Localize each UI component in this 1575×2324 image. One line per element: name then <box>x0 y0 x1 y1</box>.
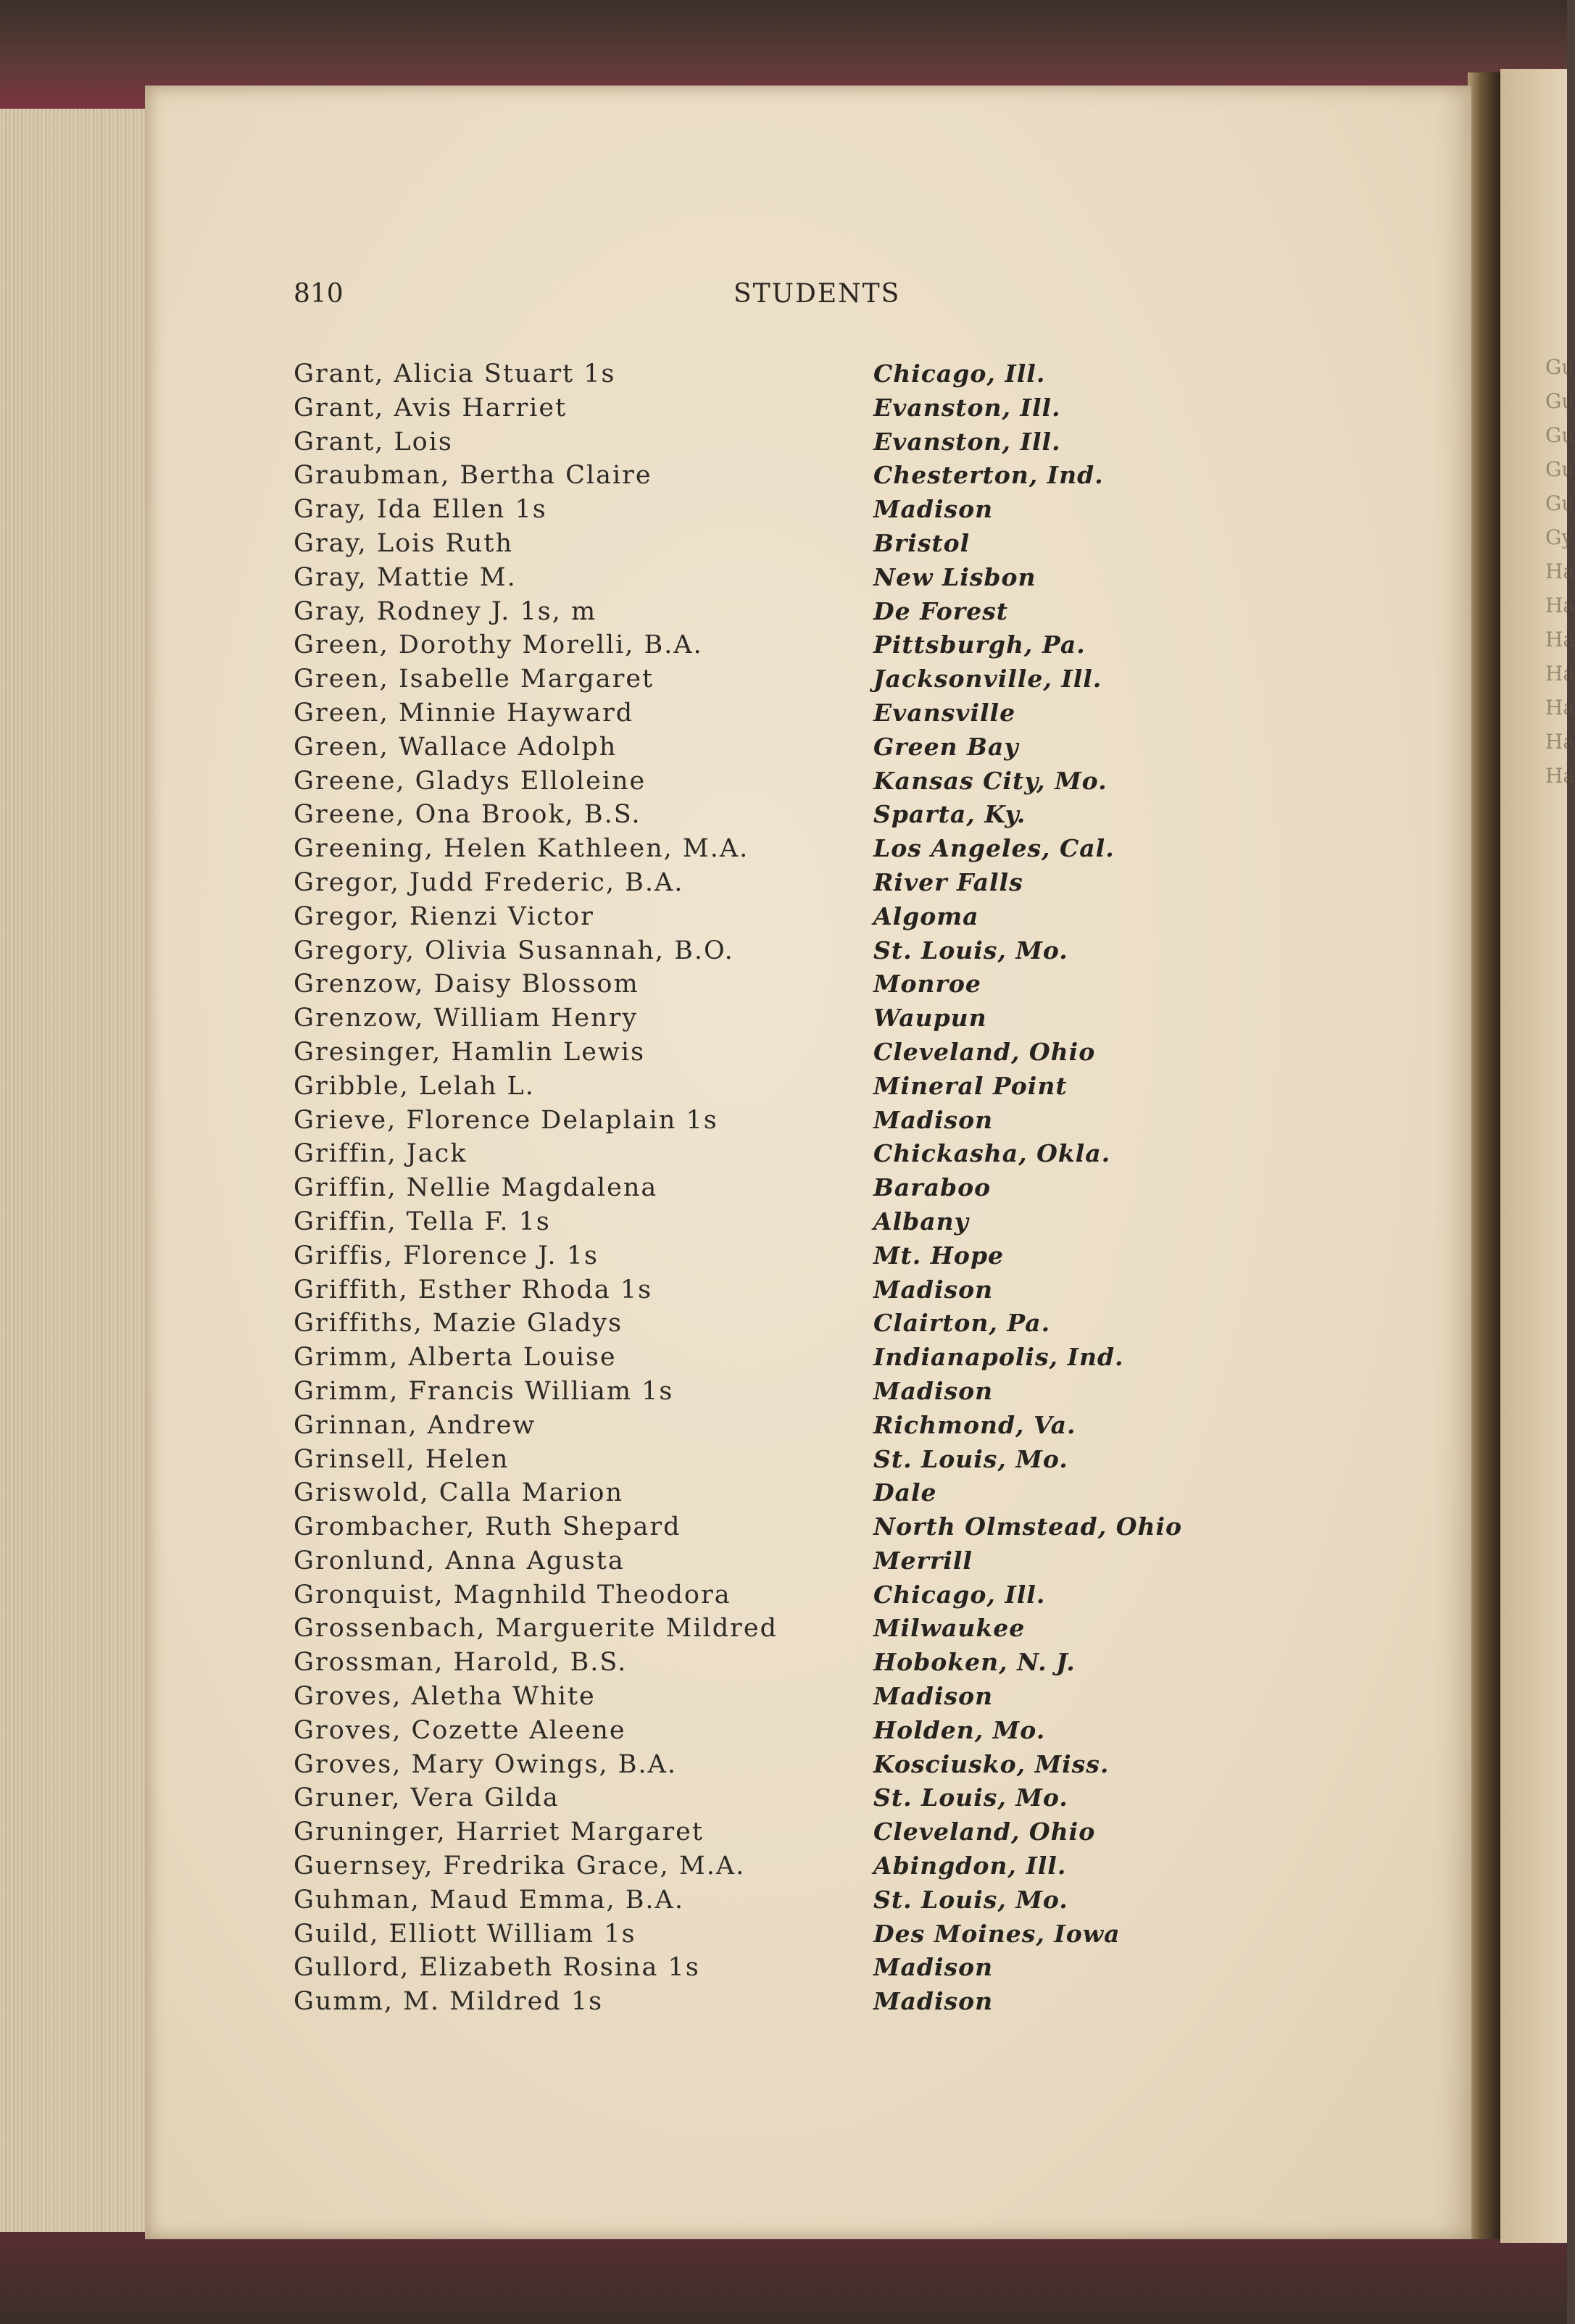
student-hometown: Merrill <box>873 1546 973 1575</box>
list-item <box>294 1104 1308 1138</box>
student-hometown: Monroe <box>873 970 981 999</box>
facing-page-stub: Gu <box>1545 389 1575 413</box>
student-name: Gresinger, Hamlin Lewis <box>294 1037 646 1067</box>
student-name: Groves, Mary Owings, B.A. <box>294 1749 678 1779</box>
student-name: Gregor, Rienzi Victor <box>294 901 594 931</box>
student-hometown: Waupun <box>873 1004 987 1033</box>
list-item <box>294 1273 1308 1307</box>
list-item <box>294 425 1308 459</box>
facing-page-stub: Ha <box>1545 662 1575 686</box>
facing-page-stub: Ha <box>1545 730 1575 754</box>
student-hometown: River Falls <box>873 867 1023 896</box>
student-hometown: Madison <box>873 495 994 524</box>
student-name: Grossenbach, Marguerite Mildred <box>294 1614 778 1644</box>
student-name: Gregory, Olivia Susannah, B.O. <box>294 936 734 965</box>
student-hometown: Los Angeles, Cal. <box>873 834 1115 863</box>
list-item <box>294 1815 1308 1849</box>
book-gutter <box>1468 72 1500 2239</box>
student-hometown: Hoboken, N. J. <box>873 1648 1076 1677</box>
list-item <box>294 900 1308 934</box>
student-hometown: Mt. Hope <box>873 1241 1005 1270</box>
facing-page-stub: Gy <box>1545 525 1574 549</box>
student-hometown: Bristol <box>873 528 971 557</box>
student-hometown: Baraboo <box>873 1173 992 1202</box>
student-hometown: Madison <box>873 1275 994 1304</box>
student-hometown: Cleveland, Ohio <box>873 1037 1096 1066</box>
page-title: STUDENTS <box>734 279 901 309</box>
student-hometown: Pittsburgh, Pa. <box>873 630 1086 659</box>
list-item <box>294 696 1308 730</box>
student-hometown: Mineral Point <box>873 1071 1068 1100</box>
student-hometown: Madison <box>873 1105 994 1134</box>
list-item <box>294 527 1308 561</box>
student-name: Gray, Mattie M. <box>294 562 517 592</box>
list-item <box>294 1951 1308 1985</box>
student-name: Grinsell, Helen <box>294 1444 510 1474</box>
list-item <box>294 1544 1308 1578</box>
facing-page-stub: Gu <box>1545 423 1575 447</box>
student-list <box>294 357 1308 2019</box>
student-name: Griffis, Florence J. 1s <box>294 1241 599 1270</box>
facing-page-stub: Ha <box>1545 764 1575 788</box>
student-name: Gribble, Lelah L. <box>294 1071 535 1101</box>
list-item <box>294 1239 1308 1273</box>
list-item <box>294 595 1308 629</box>
student-hometown: De Forest <box>873 596 1008 625</box>
student-name: Graubman, Bertha Claire <box>294 461 652 491</box>
student-hometown: Madison <box>873 1987 994 2016</box>
student-hometown: Cleveland, Ohio <box>873 1817 1096 1846</box>
list-item <box>294 798 1308 832</box>
page-number: 810 <box>294 279 344 309</box>
student-name: Grant, Lois <box>294 427 453 457</box>
student-name: Gumm, M. Mildred 1s <box>294 1987 604 2017</box>
student-hometown: St. Louis, Mo. <box>873 1783 1068 1812</box>
student-name: Gray, Lois Ruth <box>294 528 514 558</box>
student-hometown: Evanston, Ill. <box>873 427 1061 456</box>
student-name: Gray, Rodney J. 1s, m <box>294 596 597 626</box>
list-item <box>294 1680 1308 1714</box>
facing-page-stub: Ha <box>1545 696 1575 720</box>
list-item <box>294 1985 1308 2019</box>
student-name: Grossman, Harold, B.S. <box>294 1648 628 1678</box>
student-hometown: North Olmstead, Ohio <box>873 1512 1183 1541</box>
list-item <box>294 493 1308 527</box>
list-item <box>294 459 1308 493</box>
student-name: Greene, Gladys Elloleine <box>294 766 647 796</box>
student-name: Grinnan, Andrew <box>294 1410 536 1440</box>
student-hometown: Jacksonville, Ill. <box>873 665 1102 694</box>
student-name: Griffith, Esther Rhoda 1s <box>294 1275 653 1304</box>
student-hometown: Dale <box>873 1478 937 1507</box>
facing-page <box>1500 69 1575 2243</box>
list-item <box>294 1917 1308 1952</box>
student-name: Grenzow, William Henry <box>294 1004 639 1033</box>
list-item <box>294 1036 1308 1070</box>
list-item <box>294 866 1308 900</box>
list-item <box>294 1849 1308 1883</box>
student-hometown: Evansville <box>873 698 1016 727</box>
list-item <box>294 1375 1308 1409</box>
student-name: Griffin, Tella F. 1s <box>294 1207 551 1236</box>
student-name: Gronquist, Magnhild Theodora <box>294 1580 731 1609</box>
student-name: Griswold, Calla Marion <box>294 1478 623 1508</box>
student-name: Green, Minnie Hayward <box>294 698 634 728</box>
student-name: Grant, Avis Harriet <box>294 393 568 422</box>
student-name: Green, Isabelle Margaret <box>294 665 654 694</box>
student-name: Green, Dorothy Morelli, B.A. <box>294 630 703 660</box>
student-name: Guernsey, Fredrika Grace, M.A. <box>294 1852 746 1881</box>
list-item <box>294 934 1308 968</box>
list-item <box>294 1205 1308 1239</box>
student-hometown: Chicago, Ill. <box>873 1580 1046 1609</box>
student-name: Gruner, Vera Gilda <box>294 1783 560 1813</box>
list-item <box>294 357 1308 391</box>
student-name: Grimm, Francis William 1s <box>294 1376 674 1406</box>
facing-page-stub: Ha <box>1545 594 1575 617</box>
student-name: Grenzow, Daisy Blossom <box>294 970 639 999</box>
student-hometown: Holden, Mo. <box>873 1715 1046 1744</box>
list-item <box>294 628 1308 662</box>
student-hometown: New Lisbon <box>873 562 1036 591</box>
list-item <box>294 765 1308 799</box>
student-name: Gullord, Elizabeth Rosina 1s <box>294 1953 700 1983</box>
student-name: Grimm, Alberta Louise <box>294 1343 617 1373</box>
student-hometown: Algoma <box>873 901 979 930</box>
page-edges <box>0 109 160 2232</box>
student-hometown: Chicago, Ill. <box>873 359 1046 388</box>
list-item <box>294 1476 1308 1510</box>
student-hometown: Chesterton, Ind. <box>873 461 1104 490</box>
facing-page-stub: Ha <box>1545 628 1575 651</box>
list-item <box>294 1070 1308 1104</box>
list-item <box>294 1443 1308 1477</box>
list-item <box>294 1714 1308 1748</box>
list-item <box>294 1137 1308 1171</box>
list-item <box>294 1646 1308 1680</box>
student-name: Gruninger, Harriet Margaret <box>294 1817 704 1847</box>
list-item <box>294 1612 1308 1646</box>
student-hometown: Madison <box>873 1682 994 1711</box>
student-hometown: St. Louis, Mo. <box>873 936 1068 965</box>
list-item <box>294 1307 1308 1341</box>
student-hometown: Clairton, Pa. <box>873 1309 1051 1338</box>
student-hometown: Kosciusko, Miss. <box>873 1749 1110 1778</box>
list-item <box>294 1409 1308 1443</box>
student-name: Griffin, Jack <box>294 1139 467 1169</box>
list-item <box>294 391 1308 425</box>
student-hometown: Albany <box>873 1207 969 1236</box>
student-name: Greening, Helen Kathleen, M.A. <box>294 834 749 864</box>
student-hometown: Kansas City, Mo. <box>873 766 1108 795</box>
list-item <box>294 662 1308 696</box>
list-item <box>294 832 1308 866</box>
student-name: Gronlund, Anna Agusta <box>294 1546 625 1575</box>
student-name: Groves, Cozette Aleene <box>294 1715 626 1745</box>
student-hometown: Green Bay <box>873 732 1019 761</box>
student-name: Gray, Ida Ellen 1s <box>294 495 547 525</box>
student-name: Guild, Elliott William 1s <box>294 1919 636 1949</box>
student-name: Green, Wallace Adolph <box>294 732 618 762</box>
student-hometown: Sparta, Ky. <box>873 800 1026 829</box>
list-item <box>294 561 1308 595</box>
student-hometown: Richmond, Va. <box>873 1410 1076 1439</box>
student-hometown: St. Louis, Mo. <box>873 1885 1068 1914</box>
student-name: Grant, Alicia Stuart 1s <box>294 359 616 388</box>
student-name: Guhman, Maud Emma, B.A. <box>294 1885 684 1915</box>
list-item <box>294 1341 1308 1375</box>
list-item <box>294 1883 1308 1917</box>
facing-page-stub: Ha <box>1545 559 1575 583</box>
student-hometown: Indianapolis, Ind. <box>873 1343 1124 1372</box>
student-name: Griffin, Nellie Magdalena <box>294 1173 658 1203</box>
student-hometown: Chickasha, Okla. <box>873 1139 1111 1168</box>
cover-cloth-bottom <box>0 2225 1567 2324</box>
student-hometown: Evanston, Ill. <box>873 393 1061 422</box>
facing-page-stub: Gu <box>1545 355 1575 379</box>
student-hometown: Madison <box>873 1953 994 1982</box>
student-hometown: St. Louis, Mo. <box>873 1444 1068 1473</box>
student-name: Grombacher, Ruth Shepard <box>294 1512 681 1542</box>
list-item <box>294 730 1308 765</box>
facing-page-stub: Gu <box>1545 491 1575 515</box>
list-item <box>294 1748 1308 1782</box>
list-item <box>294 1781 1308 1815</box>
list-item <box>294 1171 1308 1205</box>
facing-page-stub: Gu <box>1545 457 1575 481</box>
list-item <box>294 1578 1308 1612</box>
student-hometown: Milwaukee <box>873 1614 1026 1643</box>
list-item <box>294 1510 1308 1544</box>
student-hometown: Madison <box>873 1376 994 1405</box>
student-name: Griffiths, Mazie Gladys <box>294 1309 623 1338</box>
list-item <box>294 967 1308 1001</box>
list-item <box>294 1001 1308 1036</box>
student-name: Gregor, Judd Frederic, B.A. <box>294 867 684 897</box>
student-hometown: Abingdon, Ill. <box>873 1852 1067 1881</box>
student-name: Grieve, Florence Delaplain 1s <box>294 1105 718 1135</box>
student-name: Groves, Aletha White <box>294 1682 596 1712</box>
student-name: Greene, Ona Brook, B.S. <box>294 800 641 830</box>
student-hometown: Des Moines, Iowa <box>873 1919 1121 1948</box>
